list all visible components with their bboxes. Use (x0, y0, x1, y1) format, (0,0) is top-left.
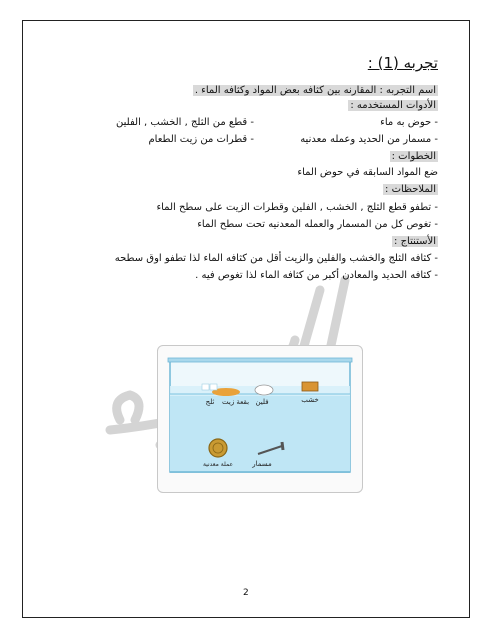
step-1: ضع المواد السابقه في حوض الماء (297, 167, 438, 178)
observations-heading (383, 184, 438, 195)
wood-block (302, 382, 318, 391)
experiment-title: تجربه (1) : (367, 54, 438, 72)
tool-basin: - حوض به ماء (380, 117, 438, 128)
tool-oil: - قطرات من زيت الطعام (148, 134, 254, 145)
tank-illustration (158, 346, 362, 492)
experiment-diagram (157, 345, 363, 493)
tool-ice-wood-cork: - قطع من الثلج , الخشب , الفلين (116, 117, 254, 128)
tools-heading (348, 100, 438, 111)
label-oil: بقعة زيت (222, 398, 250, 406)
page-number: 2 (243, 588, 249, 598)
conclusion-heading (392, 236, 438, 247)
label-cork: فلين (255, 398, 269, 406)
label-nail: مسمار (252, 460, 272, 468)
conclusion-heading-text: الأستنتاج : (394, 236, 436, 247)
experiment-aim (193, 85, 438, 96)
observations-heading-text: الملاحظات : (385, 184, 436, 195)
steps-heading-text: الخطوات : (391, 151, 436, 162)
cork-piece (255, 385, 273, 395)
observation-1: - تطفو قطع الثلج , الخشب , الفلين وقطرات الزيت على سطح الماء (156, 202, 438, 213)
tool-nail-coin: - مسمار من الحديد وعمله معدنيه (300, 134, 438, 145)
steps-heading (390, 151, 438, 162)
aim-text: اسم التجربه : المقارنه بين كثافه بعض المواد وكثافه الماء . (194, 85, 436, 96)
coin (209, 439, 227, 457)
observation-2: - تغوص كل من المسمار والعمله المعدنيه تحت سطح الماء (197, 219, 438, 230)
conclusion-2: - كثافه الحديد والمعادن أكبر من كثافه الماء لذا تغوص فيه . (195, 270, 438, 281)
label-wood: خشب (301, 396, 319, 404)
label-coin: عملة معدنية (202, 461, 234, 468)
conclusion-1: - كثافه الثلج والخشب والفلين والزيت أقل من كثافه الماء لذا تطفو اوق سطحه (114, 253, 438, 264)
tools-heading-text: الأدوات المستخدمه : (350, 100, 436, 111)
label-ice: ثلج (205, 398, 215, 406)
